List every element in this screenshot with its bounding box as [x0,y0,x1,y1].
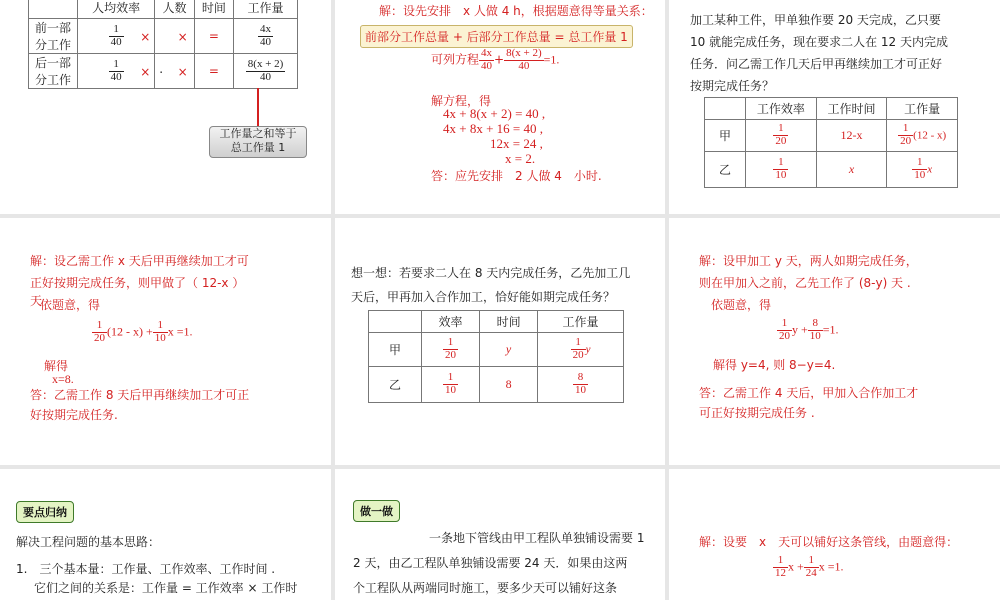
table-row: 前一部 分工作 $\frac{1}{40}$ × × = $\frac{4x}{40}$ [29,19,298,54]
data-table: 工作效率 工作时间 工作量 甲 $\frac{1}{20}$ 12-x $\frac{1}{20}$ (12 - x) 乙 $\frac{1}{10}$ x $\frac{1}{10}$ x [704,97,958,188]
try-badge: 做一做 [353,500,400,522]
slide-6[interactable] [669,218,1000,465]
summary-line: 解决工程问题的基本思路： [16,535,161,549]
work-table [28,0,298,89]
problem-line: 想一想：若要求二人在 8 天内完成任务，乙先加工几 [351,266,631,280]
summary-line: 它们之间的关系是：工作量 = 工作效率 × 工作时 [34,581,298,595]
summary-badge: 要点归纳 [16,501,74,523]
solve-line: 解得 y=4, 则 8−y=4. [713,358,836,372]
step-1: 4x + 8(x + 2) = 40 , [443,106,546,121]
answer-line: 答：乙需工作 4 天后，甲加入合作加工才 [699,386,919,400]
summary-line: 1. 三个基本量：工作量、工作效率、工作时间 . [16,562,276,576]
solution-line: 依题意，得 [711,298,772,312]
connector-line [257,88,259,126]
problem-line: 天后，甲再加入合作加工，恰好能如期完成任务？ [351,290,616,304]
table-row: 甲 $\frac{1}{20}$ y $\frac{1}{20}$ y [369,333,624,367]
problem-line: 按期完成任务？ [690,79,775,93]
equal-relation: 前部分工作总量 + 后部分工作总量 = 总工作量 1 [360,25,633,48]
step-3: 12x = 24 , [490,136,543,151]
slide-9[interactable] [669,469,1000,600]
answer-line: 答：乙需工作 8 天后甲再继续加工才可正 [30,388,250,402]
equation: $\frac{1}{12}$ x + $\frac{1}{24}$ x =1. [775,554,844,579]
slide-7[interactable] [0,469,331,600]
problem-line: 2 天，由乙工程队单独铺设需要 24 天．如果由这两 [353,556,628,570]
equation: $\frac{1}{20}$ (12 - x) + $\frac{1}{10}$ x =1. [94,319,193,344]
answer: 答：应先安排 2 人做 4 小时. [431,169,602,183]
slide-8[interactable] [335,469,665,600]
solution-line: 解：设甲加工 y 天，两人如期完成任务， [699,254,918,268]
answer-line: 可正好按期完成任务 . [699,406,815,420]
solution-line: 天 [30,294,43,308]
data-table: 效率 时间 工作量 甲 $\frac{1}{20}$ y $\frac{1}{20}$ y 乙 $\frac{1}{10}$ 8 $\frac{8}{10}$ [368,310,624,403]
solution-line: 解：设乙需工作 x 天后甲再继续加工才可 [30,254,249,268]
problem-line: 一条地下管线由甲工程队单独铺设需要 1 [429,531,645,545]
slide-1[interactable] [0,0,331,214]
table-row: 后一部 分工作 $\frac{1}{40}$ × . × = $\frac{8(x + 2)}{40}$ [29,54,298,89]
step-2: 4x + 8x + 16 = 40 , [443,121,543,136]
header-count: 人数 [155,0,194,19]
step-4: x = 2. [505,151,536,166]
equation: 可列方程 $\frac{4x}{40}$ + $\frac{8(x + 2)}{40}$ =1. [431,47,560,72]
slide-2[interactable] [335,0,665,214]
result: x=8. [52,372,74,386]
slide-5[interactable] [335,218,665,465]
solve-label: 解方程，得 [431,94,492,108]
table-row: 乙 $\frac{1}{10}$ x $\frac{1}{10}$ x [705,152,958,188]
solution-line: 依题意，得 [40,298,101,312]
problem-line: 任务．问乙需工作几天后甲再继续加工才可正好 [690,57,943,71]
table-row: 甲 $\frac{1}{20}$ 12-x $\frac{1}{20}$ (12 - x) [705,120,958,152]
header-time: 时间 [194,0,233,19]
summary-note: 工作量之和等于 总工作量 1 [209,126,307,158]
problem-line: 10 就能完成任务，现在要求二人在 12 天内完成 [690,35,948,49]
header-work: 工作量 [234,0,298,19]
solution-intro: 解：设先安排 x 人做 4 h，根据题意得等量关系： [379,4,653,18]
table-row: 乙 $\frac{1}{10}$ 8 $\frac{8}{10}$ [369,367,624,403]
slide-4[interactable] [0,218,331,465]
solution-line: 正好按期完成任务，则甲做了（ 12-x ） [30,276,245,290]
header-efficiency: 人均效率 [78,0,155,19]
solution-line: 解：设要 x 天可以铺好这条管线，由题意得： [699,535,959,549]
equation: $\frac{1}{20}$ y + $\frac{8}{10}$ =1. [779,317,839,342]
answer-line: 好按期完成任务. [30,408,118,422]
slide-3[interactable] [669,0,1000,214]
solution-line: 则在甲加入之前，乙先工作了 (8-y) 天 . [699,276,911,290]
problem-line: 加工某种工件，甲单独作要 20 天完成，乙只要 [690,13,941,27]
problem-line: 个工程队从两端同时施工，要多少天可以铺好这条 [353,581,618,595]
solve-label: 解得 [44,359,69,373]
